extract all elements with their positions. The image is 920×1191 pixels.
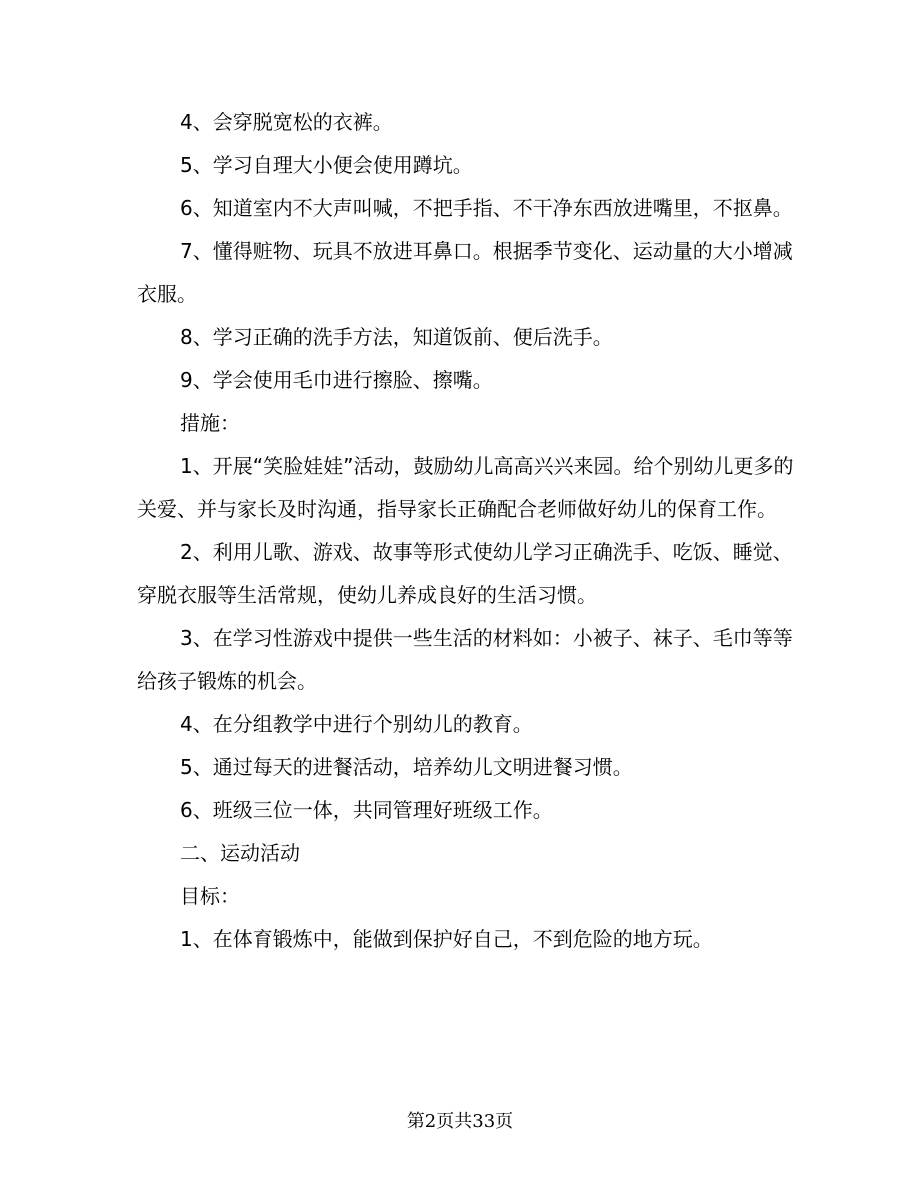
measure-item-4: 4、在分组教学中进行个别幼儿的教育。: [180, 712, 533, 736]
section-heading-measures: 措施：: [180, 411, 240, 435]
paragraph-item-7: 7、懂得赃物、玩具不放进耳鼻口。根据季节变化、运动量的大小增减衣服。: [137, 239, 793, 306]
section-heading-goals: 目标：: [180, 884, 240, 908]
paragraph-item-8: 8、学习正确的洗手方法，知道饭前、便后洗手。: [180, 325, 613, 349]
page-number-footer: 第2页共33页: [406, 1111, 514, 1132]
measure-item-2: 2、利用儿歌、游戏、故事等形式使幼儿学习正确洗手、吃饭、睡觉、穿脱衣服等生活常规，使幼儿养成良好的生活习惯。: [137, 540, 793, 607]
section-heading-sports: 二、运动活动: [180, 841, 300, 865]
paragraph-item-4: 4、会穿脱宽松的衣裤。: [180, 110, 393, 134]
paragraph-item-5: 5、学习自理大小便会使用蹲坑。: [180, 153, 473, 177]
measure-item-5: 5、通过每天的进餐活动，培养幼儿文明进餐习惯。: [180, 755, 633, 779]
paragraph-item-9: 9、学会使用毛巾进行擦脸、擦嘴。: [180, 368, 493, 392]
measure-item-6: 6、班级三位一体，共同管理好班级工作。: [180, 798, 553, 822]
measure-item-3: 3、在学习性游戏中提供一些生活的材料如：小被子、袜子、毛巾等等给孩子锻炼的机会。: [137, 626, 793, 693]
measure-item-1: 1、开展“笑脸娃娃”活动，鼓励幼儿高高兴兴来园。给个别幼儿更多的关爱、并与家长及时沟通，指导家长正确配合老师做好幼儿的保育工作。: [137, 454, 794, 521]
goal-item-1: 1、在体育锻炼中，能做到保护好自己，不到危险的地方玩。: [180, 927, 713, 951]
paragraph-item-6: 6、知道室内不大声叫喊，不把手指、不干净东西放进嘴里，不抠鼻。: [180, 196, 793, 220]
document-body: [137, 101, 797, 961]
